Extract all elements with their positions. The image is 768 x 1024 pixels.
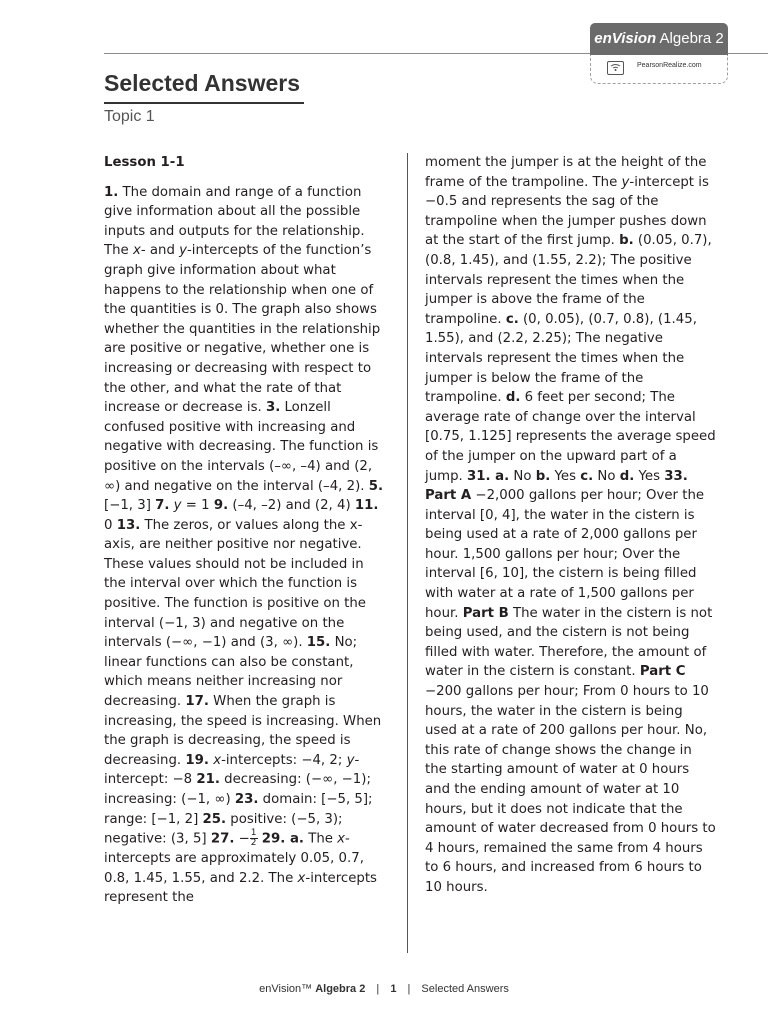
column-divider — [407, 153, 408, 953]
computer-monitor-icon — [607, 61, 624, 75]
part-label: Part B — [462, 605, 509, 621]
brand-logo — [590, 23, 728, 55]
footer-section: Selected Answers — [421, 983, 509, 995]
fraction — [250, 829, 258, 848]
answer-text: 6 feet per second; The average rate of change over the interval [0.75, 1.125] represents the average speed of the jumper on the upward part of a jump. — [425, 390, 716, 484]
answer-text: -intercepts represent the — [104, 870, 377, 906]
answer-text-21: decreasing: (−∞, −1); increasing: (−1, ∞) — [104, 772, 371, 807]
answer-text: - and — [140, 243, 180, 259]
topic-heading: Topic 1 — [104, 108, 155, 125]
answer-text-23: domain: [−5, 5]; range: [−1, 2] — [104, 792, 373, 827]
part-label: d. — [505, 390, 521, 406]
math-var: x — [213, 752, 222, 768]
answers-paragraph — [425, 153, 717, 898]
footer-separator: | — [407, 983, 411, 995]
answer-text: (0, 0.05), (0.7, 0.8), (1.45, 1.55), and (2.2, 2.25); The negative intervals represent the times when the jumper is below the frame of the trampoline. — [425, 311, 697, 406]
answer-number-33: 33. — [664, 468, 688, 484]
answer-text-25: positive: (−5, 3); negative: (3, 5] — [104, 811, 343, 847]
answer-text-15: No; linear functions can also be constant, which means neither increasing nor decreasing. — [104, 635, 358, 710]
fraction-numerator: 1 — [250, 828, 257, 839]
math-var: x — [132, 243, 141, 259]
answer-text: -intercepts are approximately 0.05, 0.7, 0.8, 1.45, 1.55, and 2.2. The — [104, 831, 364, 886]
answer-text-3: Lonzell confused positive with increasing and negative with decreasing. The function is positive on the intervals (–∞, –4) and (2, ∞) and negative on the interval (–4, 2). — [104, 400, 379, 494]
answer-text-17: When the graph is increasing, the speed is increasing. When the graph is decreasing, the speed is decreasing. — [104, 694, 382, 768]
answers-column-right — [425, 153, 717, 898]
math-var: y — [621, 174, 630, 190]
answer-text-13: The zeros, or values along the x-axis, are neither positive nor negative. These values should not be included in the interval over which the function is positive. The function is positive on the interval (−1, 3) and negative on the intervals (−∞, −1) and (3, ∞). — [104, 517, 366, 651]
answer-number-21: 21. — [196, 772, 220, 788]
math-var: x — [297, 870, 306, 886]
answer-number-23: 23. — [234, 792, 259, 807]
answer-text: -intercept: −8 — [104, 752, 360, 788]
answers-paragraph — [104, 183, 388, 908]
lesson-heading: Lesson 1-1 — [104, 155, 185, 170]
realize-url: PearsonRealize.com — [637, 62, 702, 69]
fraction-denominator: 2 — [250, 838, 257, 849]
footer-separator: | — [376, 983, 380, 995]
answers-column-left — [104, 153, 388, 908]
answer-text-27: − — [234, 831, 250, 847]
answer-text-11: 0 — [104, 517, 117, 533]
answer-number-11: 11. — [354, 498, 379, 514]
part-label: Part C — [639, 664, 686, 680]
math-var: y — [179, 243, 187, 259]
answer-text: moment the jumper is at the height of the frame of the trampoline. The — [425, 155, 707, 190]
answer-text: The water in the cistern is not being used, and the cistern is not being filled with water. Therefore, the amount of water in the cistern is constant. — [425, 605, 713, 680]
answer-text: −2,000 gallons per hour; Over the interval [0, 4], the water in the cistern is being used at a rate of 2,000 gallons per hour. 1,500 gallons per hour; Over the interval [6, 10], the cistern is being filled with water at a rate of 1,500 gallons per hour. — [425, 488, 705, 621]
part-label: c. — [580, 468, 594, 484]
part-label: c. — [505, 311, 519, 327]
answer-text-9: (–4, –2) and (2, 4) — [228, 498, 355, 514]
answer-text-19: -intercepts: −4, 2; — [221, 752, 347, 768]
page-number: 1 — [390, 983, 397, 995]
answer-text-5: [−1, 3] — [104, 498, 156, 514]
answer-number-13: 13. — [116, 517, 141, 533]
math-var: y — [346, 752, 355, 768]
answer-number-1: 1. — [104, 184, 119, 200]
answer-text: Yes — [550, 468, 581, 484]
pearson-realize-badge — [590, 55, 728, 84]
answer-text: -intercepts of the function’s graph give information about what happens to the relationship when one of the quantities is 0. The graph also shows whether the quantities in the relationship are positive or negative, whether one is increasing or decreasing with respect to the other, and what the rate of that increase or decrease is. — [104, 243, 381, 416]
part-label: a. — [285, 831, 304, 847]
answer-text-29: The — [303, 831, 338, 847]
part-label: b. — [535, 468, 551, 484]
answer-number-31: 31. — [466, 468, 491, 484]
answer-text: Yes — [634, 468, 661, 484]
page-title: Selected Answers — [104, 70, 301, 96]
answer-text: No — [593, 468, 620, 484]
part-label: b. — [619, 233, 634, 249]
answer-text: No — [509, 468, 536, 484]
answer-number-5: 5. — [368, 478, 384, 494]
part-label: Part A — [425, 488, 472, 504]
answer-number-25: 25. — [202, 811, 227, 827]
answer-text-7: = 1 — [181, 498, 214, 514]
answer-number-19: 19. — [185, 752, 209, 768]
answer-text: −200 gallons per hour; From 0 hours to 10 hours, the water in the cistern is being used at a rate of 200 gallons per hour. No, this rate of change shows the change in the starting amount of water at 0 hours and the ending amount of water at 10 hours, but it does not indicate that the amount of water decreased from 0 hours to 4 hours, remained the same from 4 hours to 6 hours, and increased from 6 hours to 10 hours. — [425, 684, 716, 895]
math-var: y — [173, 498, 182, 514]
answer-text: (0.05, 0.7), (0.8, 1.45), and (1.55, 2.2); The positive intervals represent the times when the jumper is above the frame of the trampoline. — [425, 233, 712, 327]
answer-number-7: 7. — [155, 498, 170, 514]
brand-envision: enVision — [594, 30, 657, 47]
answer-number-27: 27. — [210, 831, 235, 847]
part-label: d. — [619, 468, 635, 484]
answer-text-1: The domain and range of a function give information about all the possible inputs and outputs for the relationship. The — [104, 184, 365, 259]
answer-text: -intercept is −0.5 and represents the sag of the trampoline when the jumper pushes down at the start of the first jump. — [425, 174, 709, 249]
brand-algebra: Algebra 2 — [659, 30, 724, 47]
answer-number-29: 29. — [261, 831, 286, 847]
answer-number-17: 17. — [185, 694, 209, 710]
page-footer — [0, 983, 768, 995]
footer-book: Algebra 2 — [315, 983, 366, 995]
answer-number-15: 15. — [306, 635, 331, 651]
answer-number-3: 3. — [265, 400, 281, 416]
footer-brand: enVision™ — [259, 983, 313, 995]
part-label: a. — [490, 468, 510, 484]
answer-number-9: 9. — [213, 498, 229, 514]
title-underline — [104, 102, 304, 104]
math-var: x — [337, 831, 346, 847]
